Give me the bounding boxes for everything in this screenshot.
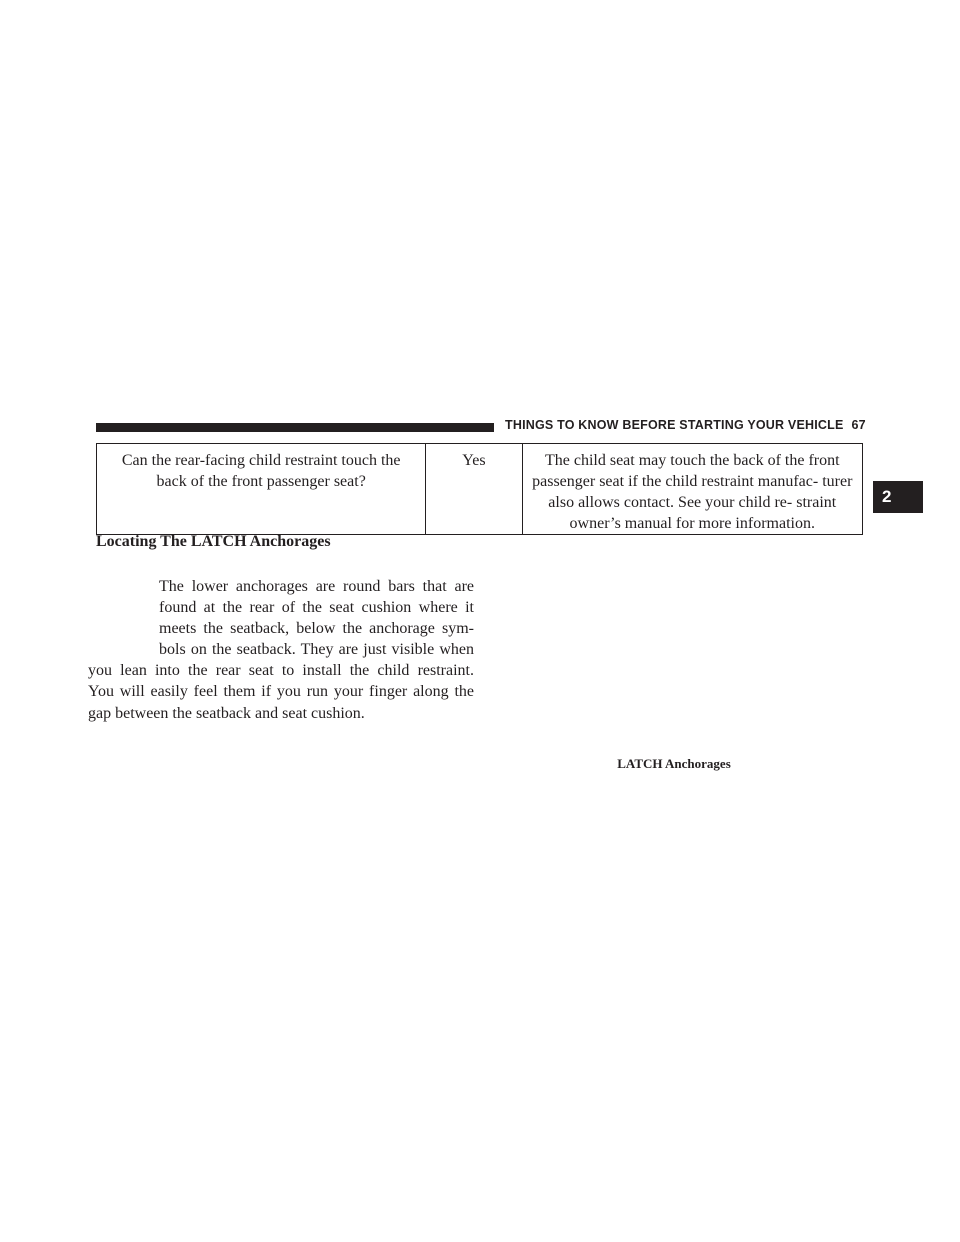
header-rule: [96, 423, 494, 432]
child-restraint-table: [96, 443, 863, 535]
header-title-text: THINGS TO KNOW BEFORE STARTING YOUR VEHICLE: [505, 418, 844, 432]
paragraph-line: bols on the seatback. They are just visible when: [159, 641, 474, 659]
paragraph-line: meets the seatback, below the anchorage sym-: [159, 620, 474, 638]
paragraph-line: you lean into the rear seat to install the child restraint.: [88, 662, 474, 680]
paragraph-line: gap between the seatback and seat cushion.: [88, 704, 365, 722]
chapter-tab: 2: [873, 481, 923, 513]
paragraph-line: You will easily feel them if you run your finger along the: [88, 683, 474, 701]
running-header: [505, 418, 866, 432]
table-row: [97, 444, 863, 535]
paragraph-line: The lower anchorages are round bars that are: [159, 578, 474, 595]
detail-cell: The child seat may touch the back of the front passenger seat if the child restraint manufac- turer also allows contact. See your child re- straint owner’s manual for more information.: [522, 444, 862, 535]
page-number: 67: [851, 418, 866, 432]
figure-caption: LATCH Anchorages: [617, 756, 731, 771]
body-paragraph: [88, 576, 474, 724]
answer-cell: Yes: [426, 444, 522, 535]
question-cell: Can the rear-facing child restraint touch the back of the front passenger seat?: [97, 444, 426, 535]
section-heading: Locating The LATCH Anchorages: [96, 533, 331, 550]
paragraph-line: found at the rear of the seat cushion where it: [159, 599, 474, 617]
